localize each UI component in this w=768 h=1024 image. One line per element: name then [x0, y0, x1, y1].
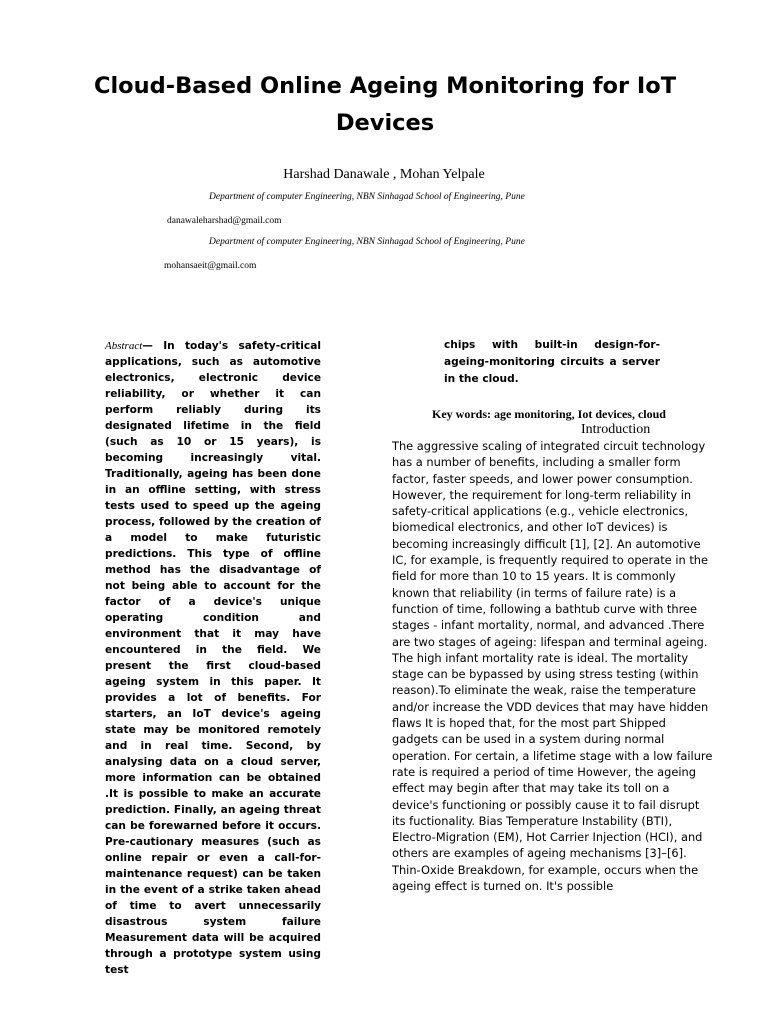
abstract-label: Abstract — [105, 340, 143, 352]
abstract-block — [105, 338, 321, 978]
email-1: danawaleharshad@gmail.com — [167, 216, 282, 226]
paper-title: Cloud-Based Online Ageing Monitoring for IoT Devices — [93, 73, 677, 136]
author-names: Harshad Danawale , Mohan Yelpale — [283, 167, 485, 182]
affiliation-2: Department of computer Engineering, NBN Sinhagad School of Engineering, Pune — [209, 237, 525, 247]
keywords: Key words: age monitoring, Iot devices, cloud — [432, 407, 666, 421]
abstract-dash: — — [142, 340, 164, 352]
introduction-body: The aggressive scaling of integrated circuit technology has a number of benefits, including a smaller form factor, faster speeds, and lower power consumption. However, the requirement for long-term reliability in safety-critical applications (e.g., vehicle electronics, biomedical electronics, and other IoT devices) is becoming increasingly difficult [1], [2]. An automotive IC, for example, is frequently required to operate in the field for more than 10 to 15 years. It is commonly known that reliability (in terms of failure rate) is a function of time, following a bathtub curve with three stages - infant mortality, normal, and advanced .There are two stages of ageing: lifespan and terminal ageing. The high infant mortality rate is ideal. The mortality stage can be bypassed by using stress testing (within reason).To eliminate the weak, raise the temperature and/or increase the VDD devices that may have hidden flaws It is hoped that, for the most part Shipped gadgets can be used in a system during normal operation. For certain, a lifetime stage with a low failure rate is required a period of time However, the ageing effect may begin after that may take its toll on a device's functioning or possibly cause it to fail disrupt its fuctionality. Bias Temperature Instability (BTI), Electro-Migration (EM), Hot Carrier Injection (HCI), and others are examples of ageing mechanisms [3]–[6]. Thin-Oxide Breakdown, for example, occurs when the ageing effect is turned on. It's possible — [392, 439, 713, 894]
abstract-continuation: chips with built-in design-for-ageing-monitoring circuits a server in the cloud. — [444, 339, 660, 385]
abstract-text: In today's safety-critical applications, such as automotive electronics, electronic device reliability, or whether it can perform reliably during its designated lifetime in the field (such as 10 or 15 years), is becoming increasingly vital. Traditionally, ageing has been done in an offline setting, with stress tests used to speed up the ageing process, followed by the creation of a model to make futuristic predictions. This type of offline method has the disadvantage of not being able to account for the factor of a device's unique operating condition and environment that it may have encountered in the field. We present the first cloud-based ageing system in this paper. It provides a lot of benefits. For starters, an IoT device's ageing state may be monitored remotely and in real time. Second, by analysing data on a cloud server, more information can be obtained .It is possible to make an accurate prediction. Finally, an ageing threat can be forewarned before it occurs. Pre-cautionary measures (such as online repair or even a call-for-maintenance request) can be taken in the event of a strike taken ahead of time to avert unnecessarily disastrous system failure Measurement data will be acquired through a prototype system using test — [105, 340, 321, 976]
email-2: mohansaeit@gmail.com — [164, 261, 257, 271]
introduction-heading: Introduction — [581, 422, 651, 437]
affiliation-1: Department of computer Engineering, NBN Sinhagad School of Engineering, Pune — [209, 192, 525, 202]
